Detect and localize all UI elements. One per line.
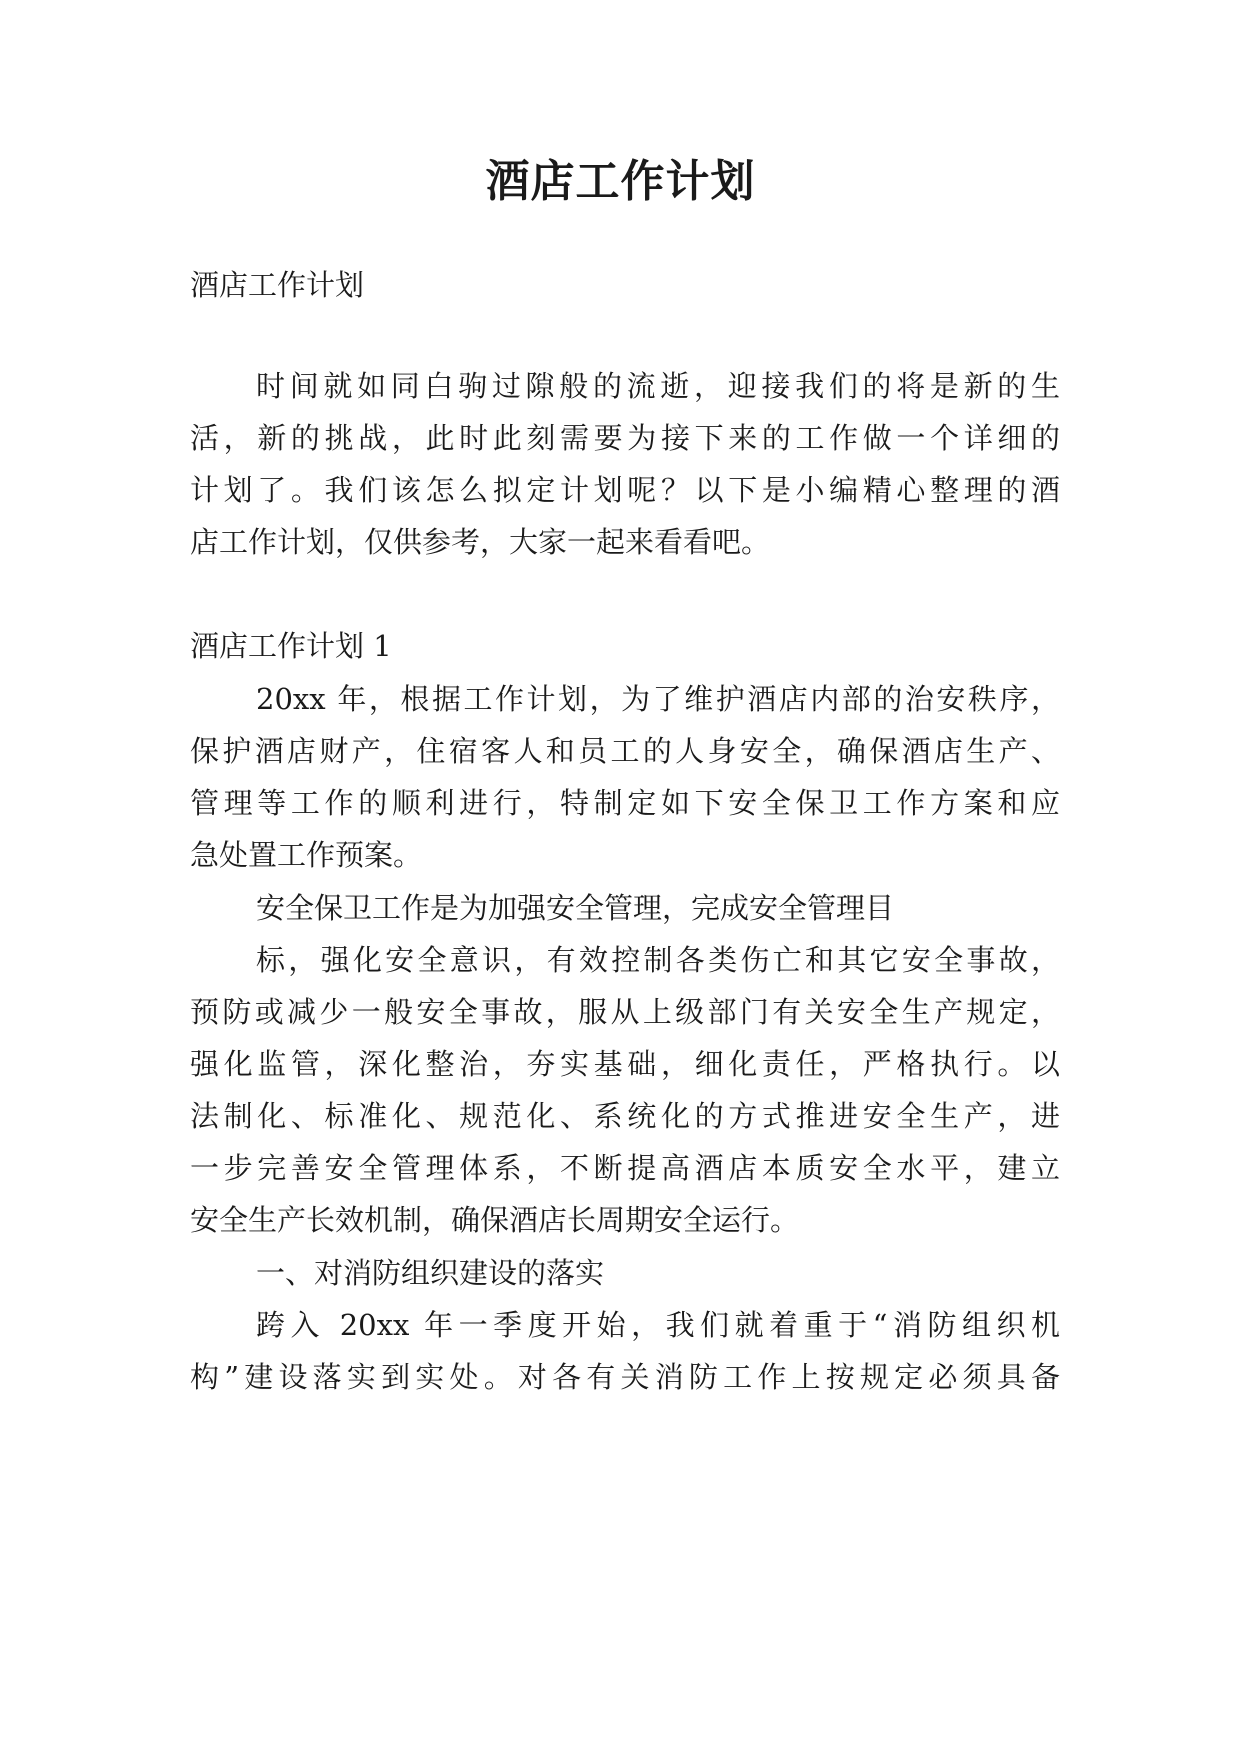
paragraph-line: 急处置工作预案。 [190,838,423,872]
paragraph-line: 标，强化安全意识，有效控制各类伤亡和其它安全事故， [256,943,1060,977]
paragraph-line: 跨入 20xx 年一季度开始，我们就着重于“消防组织机 [256,1308,1060,1342]
subheading: 一、对消防组织建设的落实 [256,1256,605,1290]
paragraph-line: 构”建设落实到实处。对各有关消防工作上按规定必须具备 [190,1360,1060,1394]
paragraph-line: 安全保卫工作是为加强安全管理，完成安全管理目 [256,891,895,925]
paragraph-line: 法制化、标准化、规范化、系统化的方式推进安全生产，进 [190,1099,1060,1133]
intro-line: 时间就如同白驹过隙般的流逝，迎接我们的将是新的生 [256,369,1060,403]
intro-line: 计划了。我们该怎么拟定计划呢？以下是小编精心整理的酒 [190,473,1060,507]
paragraph-line: 预防或减少一般安全事故，服从上级部门有关安全生产规定， [190,995,1060,1029]
paragraph-line: 一步完善安全管理体系，不断提高酒店本质安全水平，建立 [190,1151,1060,1185]
intro-line: 店工作计划，仅供参考，大家一起来看看吧。 [190,525,771,559]
intro-line: 活，新的挑战，此时此刻需要为接下来的工作做一个详细的 [190,421,1060,455]
paragraph-line: 20xx 年，根据工作计划，为了维护酒店内部的治安秩序， [256,682,1060,716]
document-title: 酒店工作计划 [485,156,756,207]
paragraph-line: 保护酒店财产，住宿客人和员工的人身安全，确保酒店生产、 [190,734,1060,768]
paragraph-line: 管理等工作的顺利进行，特制定如下安全保卫工作方案和应 [190,786,1060,820]
paragraph-line: 安全生产长效机制，确保酒店长周期安全运行。 [190,1203,800,1237]
paragraph-line: 强化监管，深化整治，夯实基础，细化责任，严格执行。以 [190,1047,1060,1081]
document-subtitle: 酒店工作计划 [190,268,365,302]
section-heading: 酒店工作计划 1 [190,629,392,663]
